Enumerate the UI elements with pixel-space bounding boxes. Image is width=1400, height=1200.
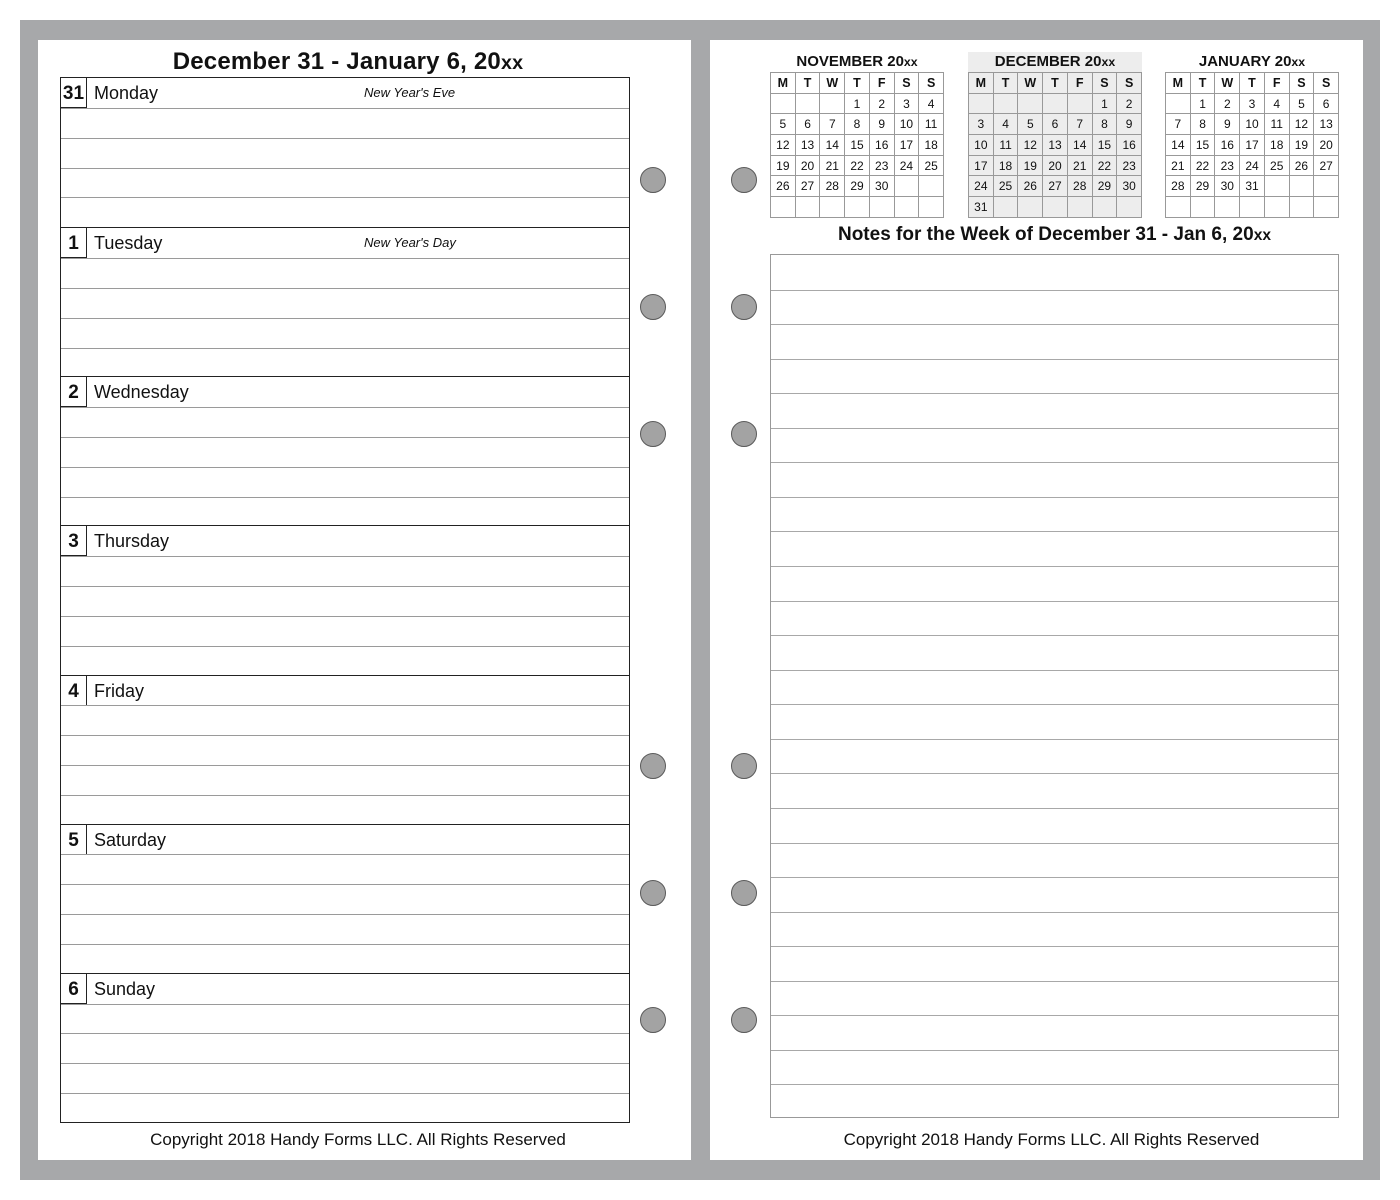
day-block (61, 525, 629, 674)
calendar-weekday-header: S (1093, 73, 1118, 94)
day-name: Wednesday (94, 382, 189, 403)
calendar-day-cell (1068, 94, 1093, 115)
holiday-label: New Year's Eve (364, 85, 456, 100)
calendar-day-cell: 16 (870, 135, 895, 156)
calendar-day-cell (919, 197, 944, 218)
calendar-weekday-header: M (969, 73, 994, 94)
writing-line[interactable] (61, 914, 629, 915)
writing-line[interactable] (61, 795, 629, 796)
binder-hole-icon (640, 880, 666, 906)
calendar-day-cell (1166, 94, 1191, 115)
day-block (61, 973, 629, 1122)
binder-hole-icon (731, 294, 757, 320)
calendar-day-cell: 5 (771, 114, 796, 135)
day-name: Monday (94, 83, 159, 103)
notes-line (771, 981, 1338, 982)
day-name: Tuesday (94, 233, 163, 254)
calendar-day-cell: 6 (796, 114, 821, 135)
calendar-day-cell: 17 (1240, 135, 1265, 156)
calendar-day-cell: 3 (1240, 94, 1265, 115)
calendar-day-cell (1290, 197, 1315, 218)
calendar-day-cell (1018, 197, 1043, 218)
calendar-day-cell: 14 (1166, 135, 1191, 156)
writing-line[interactable] (61, 854, 629, 855)
writing-line[interactable] (61, 288, 629, 289)
calendar-day-cell (870, 197, 895, 218)
calendar-weekday-header: S (919, 73, 944, 94)
binder-hole-icon (731, 1007, 757, 1033)
calendar-day-cell: 13 (1314, 114, 1339, 135)
calendar-day-cell: 31 (1240, 176, 1265, 197)
left-page (38, 40, 691, 1160)
writing-line[interactable] (61, 437, 629, 438)
writing-line[interactable] (61, 1033, 629, 1034)
calendar-weekday-header: T (1240, 73, 1265, 94)
right-page (710, 40, 1363, 1160)
calendar-day-cell: 30 (870, 176, 895, 197)
day-block (61, 675, 629, 824)
notes-line (771, 359, 1338, 360)
calendar-day-cell: 2 (870, 94, 895, 115)
copyright-footer: Copyright 2018 Handy Forms LLC. All Rights Reserved (150, 1130, 566, 1149)
binder-hole-icon (640, 1007, 666, 1033)
calendar-day-cell: 21 (1166, 156, 1191, 177)
writing-line[interactable] (61, 765, 629, 766)
calendar-day-cell: 10 (895, 114, 920, 135)
calendar-day-cell: 3 (969, 114, 994, 135)
calendar-day-cell: 13 (796, 135, 821, 156)
notes-line (771, 635, 1338, 636)
calendar-day-cell: 15 (1191, 135, 1216, 156)
calendar-day-cell (1191, 197, 1216, 218)
calendar-day-cell: 20 (1043, 156, 1068, 177)
day-number: 2 (61, 377, 87, 407)
calendar-day-cell: 9 (870, 114, 895, 135)
calendar-day-cell: 28 (820, 176, 845, 197)
calendar-title: DECEMBER 20xx (994, 53, 1116, 70)
calendar-day-cell: 8 (845, 114, 870, 135)
calendar-day-cell: 18 (1265, 135, 1290, 156)
calendar-day-cell (771, 94, 796, 115)
calendar-day-cell: 22 (1093, 156, 1118, 177)
copyright-footer: Copyright 2018 Handy Forms LLC. All Rights Reserved (843, 1130, 1260, 1149)
notes-line (771, 808, 1338, 809)
writing-line[interactable] (61, 646, 629, 647)
calendar-day-cell: 4 (919, 94, 944, 115)
notes-line (771, 843, 1338, 844)
calendar-day-cell: 10 (1240, 114, 1265, 135)
notes-line (771, 601, 1338, 602)
notes-title: Notes for the Week of December 31 - Jan 6, 20xx (837, 224, 1272, 245)
notes-line (771, 324, 1338, 325)
day-number: 6 (61, 974, 87, 1004)
notes-area[interactable] (770, 254, 1339, 1118)
day-name: Thursday (94, 531, 170, 552)
calendar-day-cell: 23 (1215, 156, 1240, 177)
calendar-day-cell: 31 (969, 197, 994, 218)
calendar-day-cell: 25 (919, 156, 944, 177)
notes-line (771, 704, 1338, 705)
calendar-day-cell: 22 (845, 156, 870, 177)
calendar-day-cell: 17 (969, 156, 994, 177)
calendar-day-cell (845, 197, 870, 218)
writing-line[interactable] (61, 616, 629, 617)
calendar-weekday-header: T (796, 73, 821, 94)
calendar-day-cell (1314, 197, 1339, 218)
calendar-day-cell: 1 (1093, 94, 1118, 115)
calendar-day-cell: 4 (1265, 94, 1290, 115)
calendar-day-cell: 13 (1043, 135, 1068, 156)
notes-line (771, 1050, 1338, 1051)
calendar-day-cell (796, 94, 821, 115)
day-list (60, 77, 630, 1123)
week-title-main: December 31 - January 6, 20 (172, 48, 501, 75)
binder-hole-icon (731, 421, 757, 447)
writing-line[interactable] (61, 348, 629, 349)
calendar-day-cell: 30 (1117, 176, 1142, 197)
calendar-day-cell: 7 (820, 114, 845, 135)
calendar-day-cell: 11 (994, 135, 1019, 156)
day-block (61, 227, 629, 376)
writing-line[interactable] (61, 138, 629, 139)
calendar-weekday-header: W (1018, 73, 1043, 94)
calendar-title: JANUARY 20xx (1198, 53, 1306, 70)
calendar-day-cell: 8 (1093, 114, 1118, 135)
calendar-day-cell: 17 (895, 135, 920, 156)
calendar-day-cell: 27 (1043, 176, 1068, 197)
calendar-day-cell: 7 (1068, 114, 1093, 135)
writing-line[interactable] (61, 884, 629, 885)
day-block (61, 824, 629, 973)
binder-hole-icon (640, 167, 666, 193)
calendar-day-cell (1117, 197, 1142, 218)
writing-line[interactable] (61, 497, 629, 498)
calendar-day-cell (1265, 197, 1290, 218)
calendar-day-cell: 2 (1215, 94, 1240, 115)
day-number: 5 (61, 825, 87, 855)
notes-line (771, 877, 1338, 878)
calendar-day-cell (1043, 197, 1068, 218)
calendar-grid (968, 72, 1142, 218)
calendar-weekday-header: S (1314, 73, 1339, 94)
notes-line (771, 773, 1338, 774)
calendar-day-cell: 18 (994, 156, 1019, 177)
day-number: 1 (61, 228, 87, 258)
calendar-day-cell: 27 (1314, 156, 1339, 177)
notes-line (771, 290, 1338, 291)
writing-line[interactable] (61, 556, 629, 557)
holiday-label: New Year's Day (364, 235, 456, 251)
calendar-weekday-header: M (1166, 73, 1191, 94)
calendar-day-cell (820, 197, 845, 218)
calendar-day-cell: 21 (820, 156, 845, 177)
day-block (61, 78, 629, 227)
calendar-weekday-header: T (1043, 73, 1068, 94)
calendar-day-cell: 25 (1265, 156, 1290, 177)
calendar-day-cell: 2 (1117, 94, 1142, 115)
calendar-day-cell (994, 94, 1019, 115)
calendar-day-cell: 24 (1240, 156, 1265, 177)
calendar-weekday-header: S (1117, 73, 1142, 94)
calendar-day-cell: 8 (1191, 114, 1216, 135)
notes-line (771, 531, 1338, 532)
calendar-day-cell: 9 (1215, 114, 1240, 135)
calendar-grid (770, 72, 944, 218)
writing-line[interactable] (61, 318, 629, 319)
writing-line[interactable] (61, 108, 629, 109)
binder-hole-icon (731, 167, 757, 193)
calendar-day-cell: 21 (1068, 156, 1093, 177)
calendar-day-cell: 19 (1018, 156, 1043, 177)
notes-line (771, 739, 1338, 740)
calendar-day-cell: 29 (845, 176, 870, 197)
binder-hole-icon (731, 753, 757, 779)
notes-line (771, 670, 1338, 671)
calendar-day-cell (895, 197, 920, 218)
calendar-day-cell (1215, 197, 1240, 218)
writing-line[interactable] (61, 258, 629, 259)
calendar-day-cell: 5 (1018, 114, 1043, 135)
calendar-day-cell: 19 (771, 156, 796, 177)
calendar-day-cell (994, 197, 1019, 218)
calendar-day-cell: 1 (845, 94, 870, 115)
calendar-day-cell: 19 (1290, 135, 1315, 156)
notes-line (771, 1084, 1338, 1085)
calendar-day-cell: 7 (1166, 114, 1191, 135)
notes-line (771, 462, 1338, 463)
writing-line[interactable] (61, 197, 629, 198)
calendar-day-cell: 14 (820, 135, 845, 156)
calendar-grid (1165, 72, 1339, 218)
calendar-weekday-header: F (870, 73, 895, 94)
day-number: 4 (61, 676, 87, 706)
day-name: Sunday (94, 978, 156, 999)
week-title (38, 48, 658, 76)
calendar-day-cell: 28 (1068, 176, 1093, 197)
binder-hole-icon (640, 753, 666, 779)
notes-line (771, 393, 1338, 394)
binder-hole-icon (640, 421, 666, 447)
calendar-weekday-header: M (771, 73, 796, 94)
calendar-day-cell (1068, 197, 1093, 218)
calendar-day-cell: 26 (771, 176, 796, 197)
day-name: Friday (94, 680, 145, 701)
day-name: Saturday (94, 829, 167, 850)
calendar-day-cell: 29 (1191, 176, 1216, 197)
mini-calendar-november (770, 52, 944, 218)
calendar-day-cell: 15 (845, 135, 870, 156)
calendar-day-cell (820, 94, 845, 115)
calendar-weekday-header: T (845, 73, 870, 94)
notes-line (771, 497, 1338, 498)
calendar-day-cell: 22 (1191, 156, 1216, 177)
writing-line[interactable] (61, 1004, 629, 1005)
writing-line[interactable] (61, 944, 629, 945)
notes-line (771, 1015, 1338, 1016)
calendar-weekday-header: F (1068, 73, 1093, 94)
week-title-suffix: xx (500, 52, 524, 74)
writing-line[interactable] (61, 1093, 629, 1094)
calendar-day-cell: 12 (1290, 114, 1315, 135)
binder-hole-icon (640, 294, 666, 320)
calendar-day-cell: 23 (870, 156, 895, 177)
writing-line[interactable] (61, 407, 629, 408)
calendar-day-cell: 27 (796, 176, 821, 197)
calendar-day-cell: 20 (796, 156, 821, 177)
calendar-day-cell: 26 (1290, 156, 1315, 177)
calendar-weekday-header: T (1191, 73, 1216, 94)
calendar-weekday-header: F (1265, 73, 1290, 94)
calendar-day-cell: 4 (994, 114, 1019, 135)
calendar-day-cell: 18 (919, 135, 944, 156)
calendar-weekday-header: W (1215, 73, 1240, 94)
writing-line[interactable] (61, 705, 629, 706)
calendar-weekday-header: W (820, 73, 845, 94)
calendar-day-cell (1314, 176, 1339, 197)
calendar-day-cell (1093, 197, 1118, 218)
calendar-day-cell: 11 (1265, 114, 1290, 135)
calendar-day-cell: 1 (1191, 94, 1216, 115)
day-block (61, 376, 629, 525)
calendar-weekday-header: T (994, 73, 1019, 94)
calendar-day-cell: 30 (1215, 176, 1240, 197)
calendar-day-cell: 28 (1166, 176, 1191, 197)
calendar-day-cell: 6 (1043, 114, 1068, 135)
calendar-day-cell: 16 (1215, 135, 1240, 156)
writing-line[interactable] (61, 1063, 629, 1064)
calendar-day-cell: 15 (1093, 135, 1118, 156)
day-number: 3 (61, 526, 87, 556)
notes-line (771, 428, 1338, 429)
calendar-day-cell (919, 176, 944, 197)
calendar-day-cell: 24 (895, 156, 920, 177)
calendar-day-cell: 29 (1093, 176, 1118, 197)
calendar-day-cell (1290, 176, 1315, 197)
calendar-weekday-header: S (895, 73, 920, 94)
notes-line (771, 912, 1338, 913)
calendar-title: NOVEMBER 20xx (796, 53, 918, 70)
calendar-day-cell: 20 (1314, 135, 1339, 156)
calendar-day-cell: 9 (1117, 114, 1142, 135)
calendar-day-cell: 14 (1068, 135, 1093, 156)
calendar-day-cell (796, 197, 821, 218)
calendar-day-cell (1166, 197, 1191, 218)
calendar-day-cell: 24 (969, 176, 994, 197)
calendar-day-cell (771, 197, 796, 218)
notes-line (771, 566, 1338, 567)
calendar-day-cell: 23 (1117, 156, 1142, 177)
calendar-day-cell: 12 (1018, 135, 1043, 156)
calendar-day-cell (1018, 94, 1043, 115)
notes-line (771, 946, 1338, 947)
calendar-day-cell: 16 (1117, 135, 1142, 156)
calendar-day-cell (1240, 197, 1265, 218)
calendar-day-cell: 26 (1018, 176, 1043, 197)
calendar-day-cell (969, 94, 994, 115)
day-number: 31 (61, 78, 87, 108)
calendar-day-cell: 6 (1314, 94, 1339, 115)
calendar-day-cell: 5 (1290, 94, 1315, 115)
calendar-day-cell (1265, 176, 1290, 197)
writing-line[interactable] (61, 467, 629, 468)
writing-line[interactable] (61, 586, 629, 587)
calendar-day-cell: 25 (994, 176, 1019, 197)
calendar-day-cell (1043, 94, 1068, 115)
calendar-weekday-header: S (1290, 73, 1315, 94)
writing-line[interactable] (61, 735, 629, 736)
calendar-day-cell: 3 (895, 94, 920, 115)
binder-hole-icon (731, 880, 757, 906)
calendar-day-cell: 10 (969, 135, 994, 156)
mini-calendar-january (1165, 52, 1339, 218)
calendar-day-cell (895, 176, 920, 197)
mini-calendar-december (968, 52, 1142, 218)
writing-line[interactable] (61, 168, 629, 169)
calendar-day-cell: 12 (771, 135, 796, 156)
calendar-day-cell: 11 (919, 114, 944, 135)
